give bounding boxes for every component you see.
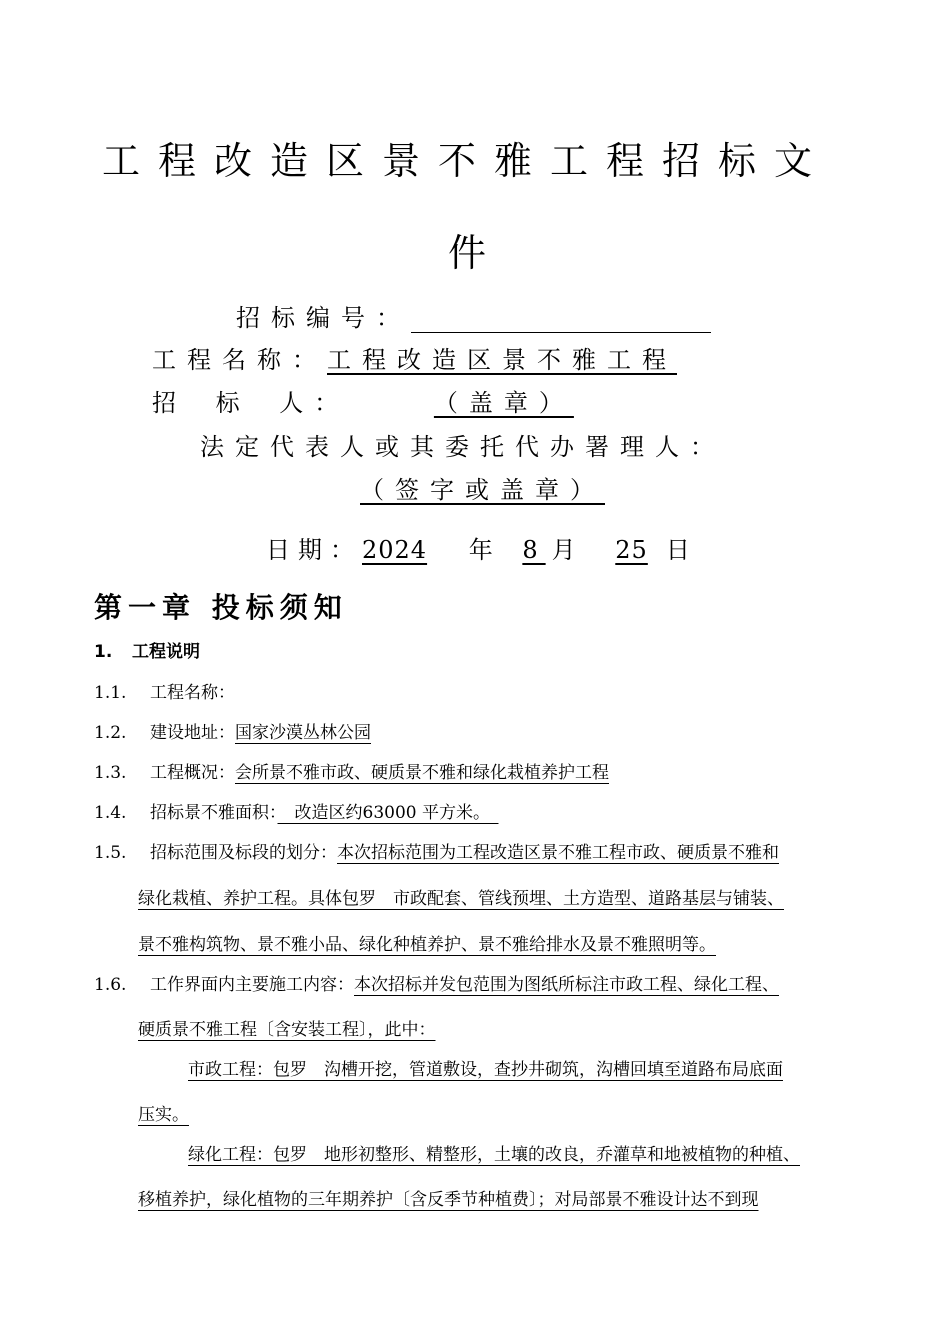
item-1-4 xyxy=(94,798,498,823)
item-number: 1.5. xyxy=(94,843,127,863)
municipal-works-line2: 压实。 xyxy=(138,1105,189,1125)
date-year: 2024 xyxy=(362,536,428,564)
item-1-1 xyxy=(94,678,235,703)
section-title: 工程说明 xyxy=(132,642,200,662)
item-1-5-line2: 绿化栽植、养护工程。具体包罗 市政配套、管线预埋、土方造型、道路基层与铺装、 xyxy=(138,889,784,909)
item-1-3 xyxy=(94,758,609,783)
legal-rep-value: （签字或盖章） xyxy=(360,476,605,504)
date-day: 25 xyxy=(615,536,648,564)
item-label: 建设地址： xyxy=(150,723,235,743)
bid-number-blank xyxy=(411,310,711,333)
item-number: 1.1. xyxy=(94,683,127,703)
municipal-works-line1: 市政工程：包罗 沟槽开挖，管道敷设，查抄井砌筑，沟槽回填至道路布局底面 xyxy=(188,1060,783,1080)
document-title-line1: 工程改造区景不雅工程招标文 xyxy=(102,139,831,183)
tenderer-row xyxy=(152,383,574,418)
item-number: 1.4. xyxy=(94,803,127,823)
item-label: 工作界面内主要施工内容： xyxy=(150,975,354,995)
item-label: 招标景不雅面积： xyxy=(150,803,278,823)
item-value: 会所景不雅市政、硬质景不雅和绿化栽植养护工程 xyxy=(235,763,609,783)
item-value: 本次招标范围为工程改造区景不雅工程市政、硬质景不雅和 xyxy=(337,843,779,863)
date-month: 8 xyxy=(522,536,546,564)
item-1-5 xyxy=(94,838,779,863)
section-number: 1. xyxy=(94,642,113,662)
green-works-line1: 绿化工程：包罗 地形初整形、精整形，土壤的改良，乔灌草和地被植物的种植、 xyxy=(188,1145,800,1165)
date-row xyxy=(266,530,698,565)
item-label: 招标范围及标段的划分： xyxy=(150,843,337,863)
project-name-row xyxy=(152,340,677,375)
item-1-6-line2: 硬质景不雅工程〔含安装工程〕，此中： xyxy=(138,1020,436,1040)
chapter-title: 第一章 投标须知 xyxy=(94,591,348,624)
tenderer-value: （盖章） xyxy=(433,389,574,417)
month-char: 月 xyxy=(551,536,584,564)
legal-rep-label: 法定代表人或其委托代办署理人： xyxy=(200,433,725,461)
bid-number-row xyxy=(236,298,711,333)
section-heading xyxy=(94,637,200,662)
project-name-label: 工程名称： xyxy=(152,346,327,374)
document-title-line2: 件 xyxy=(448,231,505,275)
item-number: 1.3. xyxy=(94,763,127,783)
project-name-value: 工程改造区景不雅工程 xyxy=(327,346,677,374)
item-number: 1.6. xyxy=(94,975,127,995)
item-1-2 xyxy=(94,718,371,743)
item-label: 工程名称： xyxy=(150,683,235,703)
date-label: 日期： xyxy=(266,536,362,564)
bid-number-label: 招标编号： xyxy=(236,304,411,332)
item-value: 本次招标并发包范围为图纸所标注市政工程、绿化工程、 xyxy=(354,975,779,995)
item-1-6 xyxy=(94,970,779,995)
day-char: 日 xyxy=(665,536,698,564)
item-1-5-line3: 景不雅构筑物、景不雅小品、绿化种植养护、景不雅给排水及景不雅照明等。 xyxy=(138,935,716,955)
tenderer-label: 招 标 人： xyxy=(152,389,350,417)
item-number: 1.2. xyxy=(94,723,127,743)
item-value: 改造区约63000 平方米。 xyxy=(277,803,499,823)
green-works-line2: 移植养护，绿化植物的三年期养护〔含反季节种植费〕；对局部景不雅设计达不到现 xyxy=(138,1190,759,1210)
item-value: 国家沙漠丛林公园 xyxy=(235,723,371,743)
year-char: 年 xyxy=(468,536,501,564)
item-label: 工程概况： xyxy=(150,763,235,783)
